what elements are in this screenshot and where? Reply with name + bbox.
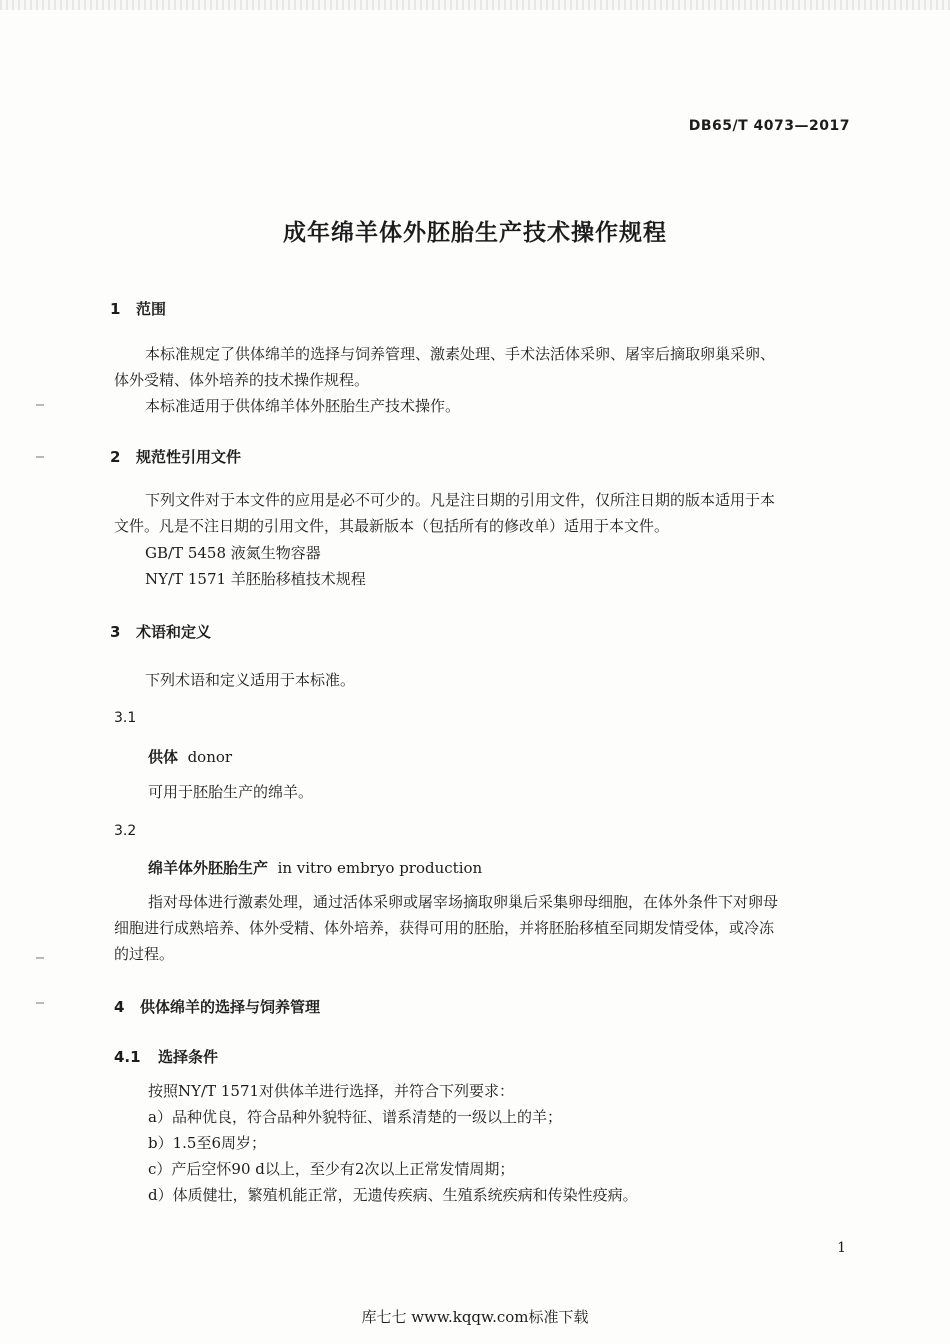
section-title: 规范性引用文件 [136, 448, 242, 466]
section-2-heading [110, 446, 241, 467]
section-3-heading [110, 621, 211, 642]
subsection-title: 选择条件 [158, 1048, 219, 1066]
list-item: c）产后空怀90 d以上，至少有2次以上正常发情周期； [148, 1160, 515, 1178]
standard-code: DB65/T 4073—2017 [688, 118, 850, 134]
reference-gbt-5458: GB/T 5458 液氮生物容器 [145, 544, 321, 562]
section-4-heading [114, 996, 320, 1017]
paragraph-line: 按照NY/T 1571对供体羊进行选择，并符合下列要求： [148, 1082, 515, 1100]
paragraph-line: 下列术语和定义适用于本标准。 [145, 671, 356, 689]
subsection-number: 4.1 [114, 1048, 141, 1066]
term-english: donor [187, 748, 233, 766]
term-ivp [148, 857, 482, 878]
paragraph-line: 细胞进行成熟培养、体外受精、体外培养，获得可用的胚胎，并将胚胎移植至同期发情受体，或冷冻 [114, 919, 775, 937]
term-definition: 可用于胚胎生产的绵羊。 [148, 783, 314, 801]
paragraph-line: 的过程。 [114, 945, 175, 963]
paragraph-line: 本标准规定了供体绵羊的选择与饲养管理、激素处理、手术法活体采卵、屠宰后摘取卵巢采卵、 [145, 345, 776, 363]
margin-mark [36, 404, 44, 406]
term-chinese: 供体 [148, 748, 179, 766]
margin-mark [36, 1002, 44, 1004]
term-donor [148, 746, 232, 767]
section-number: 4 [114, 998, 125, 1016]
paragraph-line: 体外受精、体外培养的技术操作规程。 [114, 371, 370, 389]
section-title: 术语和定义 [136, 623, 212, 641]
list-item: b）1.5至6周岁； [148, 1134, 267, 1152]
paragraph-line: 本标准适用于供体绵羊体外胚胎生产技术操作。 [145, 397, 461, 415]
document-title: 成年绵羊体外胚胎生产技术操作规程 [283, 220, 667, 246]
section-title: 范围 [136, 300, 167, 318]
page-number: 1 [837, 1240, 846, 1256]
reference-nyt-1571: NY/T 1571 羊胚胎移植技术规程 [145, 570, 366, 588]
section-title: 供体绵羊的选择与饲养管理 [140, 998, 321, 1016]
list-item: d）体质健壮，繁殖机能正常，无遗传疾病、生殖系统疾病和传染性疫病。 [148, 1186, 638, 1204]
paragraph-line: 指对母体进行激素处理，通过活体采卵或屠宰场摘取卵巢后采集卵母细胞，在体外条件下对卵母 [148, 893, 779, 911]
subsection-4-1-heading [114, 1046, 218, 1067]
section-number: 3 [110, 623, 121, 641]
term-chinese: 绵羊体外胚胎生产 [148, 859, 269, 877]
list-item: a）品种优良，符合品种外貌特征、谱系清楚的一级以上的羊； [148, 1108, 562, 1126]
term-english: in vitro embryo production [277, 859, 483, 877]
section-number: 2 [110, 448, 121, 466]
paragraph-line: 下列文件对于本文件的应用是必不可少的。凡是注日期的引用文件，仅所注日期的版本适用于本 [145, 491, 776, 509]
paragraph-line: 文件。凡是不注日期的引用文件，其最新版本（包括所有的修改单）适用于本文件。 [114, 517, 670, 535]
section-number: 1 [110, 300, 121, 318]
margin-mark [36, 456, 44, 458]
term-number: 3.2 [114, 823, 137, 839]
scan-edge [0, 0, 950, 10]
term-number: 3.1 [114, 710, 137, 726]
margin-mark [36, 957, 44, 959]
section-1-heading [110, 298, 166, 319]
footer-watermark: 库七七 www.kqqw.com标准下载 [361, 1308, 589, 1326]
